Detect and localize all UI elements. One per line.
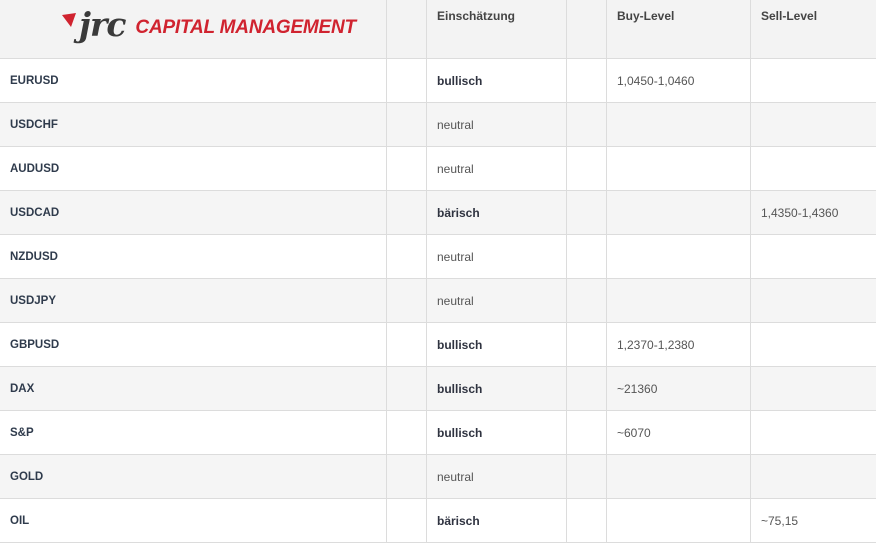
table-row [0,455,876,499]
buy-level-cell [607,455,751,499]
sell-level-cell [751,103,876,147]
spacer-cell [387,455,427,499]
table-row [0,411,876,455]
asset-cell: DAX [0,367,387,411]
buy-level-cell [607,147,751,191]
spacer-cell [567,191,607,235]
header-spacer [567,0,607,59]
spacer-cell [567,147,607,191]
asset-cell: NZDUSD [0,235,387,279]
header-rating: Einschätzung [427,0,567,59]
sell-level-cell [751,235,876,279]
table-row [0,323,876,367]
sell-level-cell [751,411,876,455]
rating-cell: neutral [427,455,567,499]
spacer-cell [567,103,607,147]
spacer-cell [567,235,607,279]
rating-cell: neutral [427,147,567,191]
rating-cell: neutral [427,279,567,323]
sell-level-cell: ~75,15 [751,499,876,543]
spacer-cell [567,455,607,499]
sell-level-cell [751,323,876,367]
spacer-cell [567,59,607,103]
header-buy-level: Buy-Level [607,0,751,59]
header-sell-level: Sell-Level [751,0,876,59]
table-header-row [0,0,876,59]
spacer-cell [567,279,607,323]
logo-tagline: CAPITAL MANAGEMENT [135,17,356,41]
asset-cell: OIL [0,499,387,543]
spacer-cell [387,279,427,323]
table-row [0,279,876,323]
spacer-cell [387,59,427,103]
rating-cell: neutral [427,103,567,147]
buy-level-cell: ~21360 [607,367,751,411]
buy-level-cell: ~6070 [607,411,751,455]
table-row [0,235,876,279]
sell-level-cell [751,147,876,191]
asset-cell: USDCHF [0,103,387,147]
rating-cell: bullisch [427,411,567,455]
rating-cell: bullisch [427,323,567,367]
spacer-cell [387,499,427,543]
logo-cell [0,0,387,59]
sell-level-cell: 1,4350-1,4360 [751,191,876,235]
table-row [0,191,876,235]
rating-cell: bullisch [427,59,567,103]
asset-cell: USDCAD [0,191,387,235]
spacer-cell [567,499,607,543]
buy-level-cell [607,103,751,147]
sell-level-cell [751,455,876,499]
asset-cell: GBPUSD [0,323,387,367]
buy-level-cell [607,279,751,323]
spacer-cell [387,103,427,147]
table-row [0,59,876,103]
asset-cell: EURUSD [0,59,387,103]
logo-wordmark: jrc [79,8,125,41]
buy-level-cell [607,235,751,279]
rating-cell: neutral [427,235,567,279]
spacer-cell [387,235,427,279]
sell-level-cell [751,59,876,103]
logo-red-triangle-icon [62,13,76,27]
buy-level-cell: 1,2370-1,2380 [607,323,751,367]
sell-level-cell [751,279,876,323]
spacer-cell [387,411,427,455]
spacer-cell [567,323,607,367]
buy-level-cell [607,499,751,543]
table-row [0,499,876,543]
company-logo [62,8,356,41]
header-spacer [387,0,427,59]
spacer-cell [387,191,427,235]
spacer-cell [567,411,607,455]
table-row [0,103,876,147]
sell-level-cell [751,367,876,411]
asset-cell: S&P [0,411,387,455]
rating-cell: bärisch [427,191,567,235]
rating-cell: bärisch [427,499,567,543]
asset-cell: AUDUSD [0,147,387,191]
spacer-cell [567,367,607,411]
spacer-cell [387,147,427,191]
spacer-cell [387,323,427,367]
table-row [0,367,876,411]
spacer-cell [387,367,427,411]
buy-level-cell: 1,0450-1,0460 [607,59,751,103]
buy-level-cell [607,191,751,235]
asset-cell: USDJPY [0,279,387,323]
table-row [0,147,876,191]
asset-cell: GOLD [0,455,387,499]
rating-cell: bullisch [427,367,567,411]
